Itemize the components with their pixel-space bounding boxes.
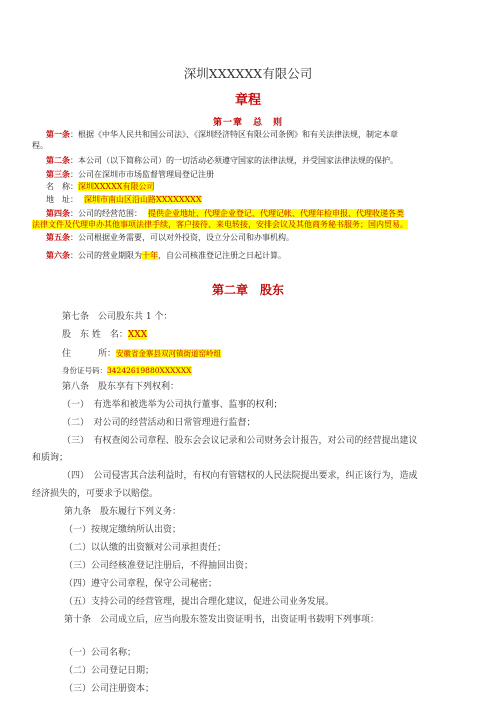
- article-1: [46, 129, 398, 140]
- shareholder-label: 股 东 姓 名：: [62, 330, 128, 340]
- article-6-text-b: ，自公司核准登记注册之日起计算。: [158, 251, 286, 260]
- article-6-label: 第六条: [46, 250, 70, 260]
- business-term: 十年: [142, 251, 158, 260]
- residence-value: 安徽省金寨县双河镇街道窑岭组: [116, 349, 222, 358]
- company-address-value: 深圳市南山区沿山路XXXXXXXX: [84, 195, 202, 204]
- article-1-text: ：根据《中华人民共和国公司法》、《深圳经济特区有限公司条例》和有关法律法规，制定本章: [70, 130, 398, 139]
- article-1-cont: 程。: [32, 141, 48, 150]
- right-3-cont: 和质询；: [32, 453, 69, 463]
- company-title: 深圳XXXXXX有限公司: [183, 66, 313, 81]
- company-address-label: 地 址：: [46, 195, 78, 204]
- article-2-label: 第二条: [46, 155, 70, 165]
- article-6: [46, 250, 286, 261]
- chapter-2-heading: 第二章 股东: [211, 283, 284, 297]
- article-3: [46, 169, 214, 180]
- company-name-label: 名 称：: [46, 182, 78, 191]
- right-2: （二） 对公司的经营活动和日常管理进行监督；: [62, 418, 256, 428]
- document-subtitle: 章程: [234, 93, 261, 108]
- article-6-text-a: ：公司的营业期限为: [70, 251, 142, 260]
- article-5-text: ：公司根据业务需要，可以对外投资，设立分公司和办事机构。: [70, 233, 294, 242]
- article-2: [46, 155, 398, 166]
- article-3-text: ：公司在深圳市市场监督管理局登记注册: [70, 170, 214, 179]
- article-5: [46, 232, 294, 243]
- right-4: （四） 公司侵害其合法利益时，有权向有管辖权的人民法院提出要求，纠正该行为，造成: [62, 471, 418, 481]
- duty-1: （一）按规定缴纳所认出资；: [64, 525, 182, 535]
- id-number-value: 34242619880XXXXXX: [107, 366, 192, 375]
- duty-5: （五）支持公司的经营管理，提出合理化建议，促进公司业务发展。: [64, 597, 335, 607]
- right-4-cont: 经济损失的，可要求予以赔偿。: [32, 489, 159, 499]
- duty-2: （二）以认缴的出资额对公司承担责任；: [64, 543, 227, 553]
- duty-4: （四）遵守公司章程，保守公司秘密；: [64, 579, 218, 589]
- right-1: （一） 有选举和被选举为公司执行董事、监事的权利；: [62, 400, 283, 410]
- article-4-text: ：公司的经营范围：: [70, 209, 142, 218]
- cert-item-2: （二）公司登记日期；: [64, 666, 155, 676]
- article-5-label: 第五条: [46, 232, 70, 242]
- article-10: 第十条 公司成立后，应当向股东签发出资证明书，出资证明书载明下列事项：: [64, 615, 380, 625]
- article-3-label: 第三条: [46, 169, 70, 179]
- cert-item-1: （一）公司名称；: [64, 648, 137, 658]
- company-address-row: [46, 194, 202, 205]
- shareholder-row: [62, 329, 147, 342]
- business-scope-line-1: 提供企业地址、代理企业登记、代理记帐、代理年检申报、代理收递各类: [148, 209, 404, 218]
- company-name-value: 深圳XXXXX有限公司: [78, 182, 155, 191]
- duty-3: （三）公司经核准登记注册后，不得抽回出资；: [64, 561, 254, 571]
- article-1-label: 第一条: [46, 129, 70, 139]
- article-7: 第七条 公司股东共 1 个：: [62, 312, 173, 322]
- business-scope-line-2: 法律文件及代理申办其他事项法律手续，客户接待、来电转接，安排会议及其他商务秘书服务；国内贸易。: [32, 220, 408, 229]
- right-3: （三） 有权查阅公司章程、股东会会议记录和公司财务会计报告，对公司的经营提出建议: [62, 436, 418, 446]
- chapter-1-heading: 第一章 总 则: [212, 118, 283, 128]
- id-number-row: [62, 364, 192, 377]
- residence-row: [62, 347, 221, 361]
- article-4-label: 第四条: [46, 208, 70, 218]
- shareholder-name: XXX: [127, 330, 148, 340]
- article-4: [46, 208, 404, 219]
- article-9: 第九条 股东履行下列义务：: [64, 507, 182, 517]
- article-2-text: ：本公司（以下简称公司）的一切活动必须遵守国家的法律法规，并受国家法律法规的保护。: [70, 156, 398, 165]
- article-8: 第八条 股东享有下列权利：: [62, 382, 180, 392]
- cert-item-3: （三）公司注册资本；: [64, 684, 155, 694]
- company-name-row: [46, 181, 154, 192]
- id-number-label: 身份证号码：: [62, 366, 107, 375]
- article-4-cont: [32, 219, 408, 230]
- residence-label: 住 所：: [62, 349, 117, 359]
